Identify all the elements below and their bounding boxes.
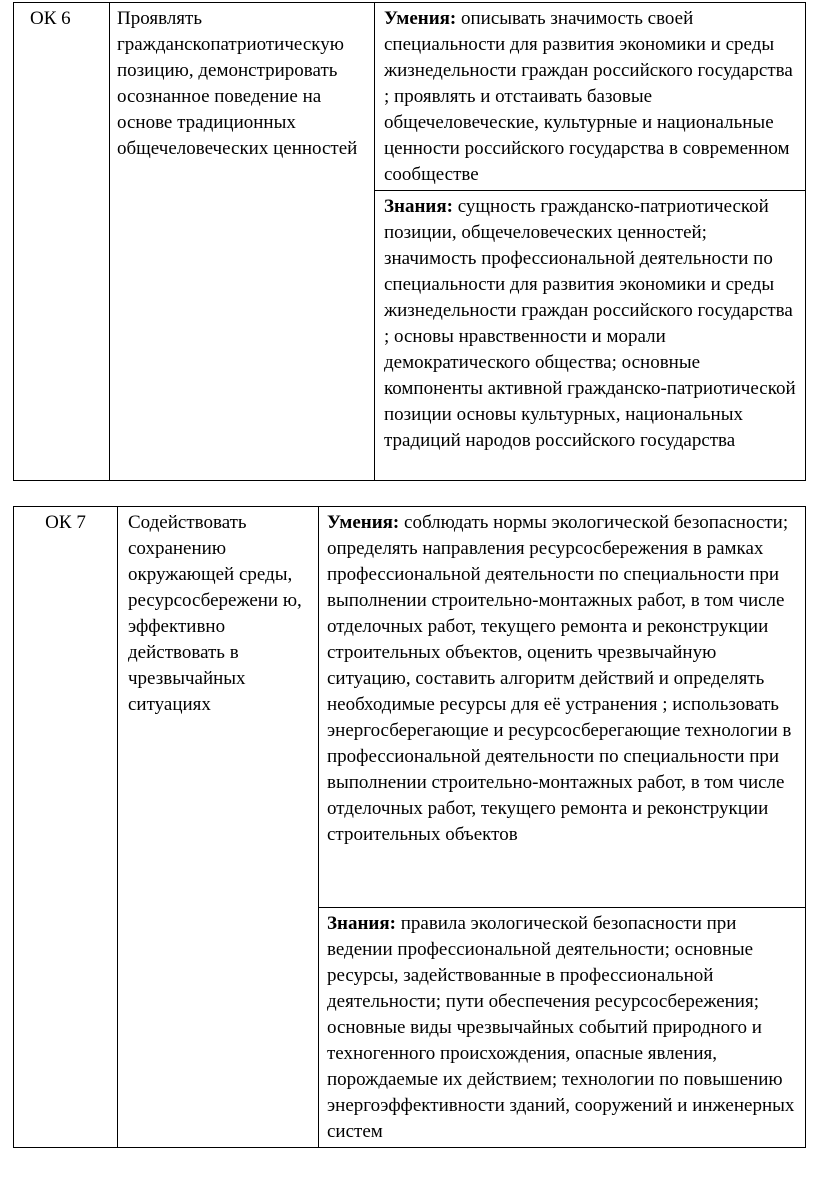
knowledge-label: Знания:	[384, 196, 453, 217]
competency-code-cell	[14, 3, 110, 481]
knowledge-text: правила экологической безопасности при ведении профессиональной деятельности; основные ресурсы, задействованные в профессиональной деятельности; пути обеспечения ресурсосбережения; основные виды чрезвычайных событий природного и техногенного происхождения, опасные явления, порождаемые их действием; технологии по повышению энергоэффективности зданий, сооружений и инженерных систем	[327, 913, 795, 1142]
skills-cell	[375, 3, 806, 191]
skills-text: описывать значимость своей специальности для развития экономики и среды жизнедельности граждан российского государства ; проявлять и отстаивать базовые общечеловеческие, культурные и национальные ценности российского государства в современном сообществе	[384, 8, 793, 185]
knowledge-cell	[319, 908, 806, 1148]
competency-table-ok7	[13, 506, 806, 1148]
competency-name: Содействовать сохранению окружающей среды, ресурсосбережени ю, эффективно действовать в чрезвычайных ситуациях	[128, 512, 302, 715]
competency-table-ok6	[13, 2, 806, 481]
skills-label: Умения:	[384, 8, 457, 29]
knowledge-label: Знания:	[327, 913, 396, 934]
skills-text: соблюдать нормы экологической безопасности; определять направления ресурсосбережения в рамках профессиональной деятельности по специальности при выполнении строительно-монтажных работ, в том числе отделочных работ, текущего ремонта и реконструкции строительных объектов, оценить чрезвычайную ситуацию, составить алгоритм действий и определять необходимые ресурсы для её устранения ; использовать энергосберегающие и ресурсосберегающие технологии в профессиональной деятельности по специальности при выполнении строительно-монтажных работ, в том числе отделочных работ, текущего ремонта и реконструкции строительных объектов	[327, 512, 792, 845]
skills-cell	[319, 507, 806, 908]
competency-name-cell	[110, 3, 375, 481]
competency-code: ОК 7	[45, 512, 86, 533]
knowledge-text: сущность гражданско-патриотической позиции, общечеловеческих ценностей; значимость профессиональной деятельности по специальности для развития экономики и среды жизнедельности граждан российского государства ; основы нравственности и морали демократического общества; основные компоненты активной гражданско-патриотической позиции основы культурных, национальных традиций народов российского государства	[384, 196, 796, 451]
skills-label: Умения:	[327, 512, 400, 533]
competency-code-cell	[14, 507, 118, 1148]
competency-name-cell	[118, 507, 319, 1148]
knowledge-cell	[375, 191, 806, 481]
competency-name: Проявлять гражданскопатриотическую позицию, демонстрировать осознанное поведение на основе традиционных общечеловеческих ценностей	[117, 8, 358, 159]
competency-code: ОК 6	[30, 8, 71, 29]
